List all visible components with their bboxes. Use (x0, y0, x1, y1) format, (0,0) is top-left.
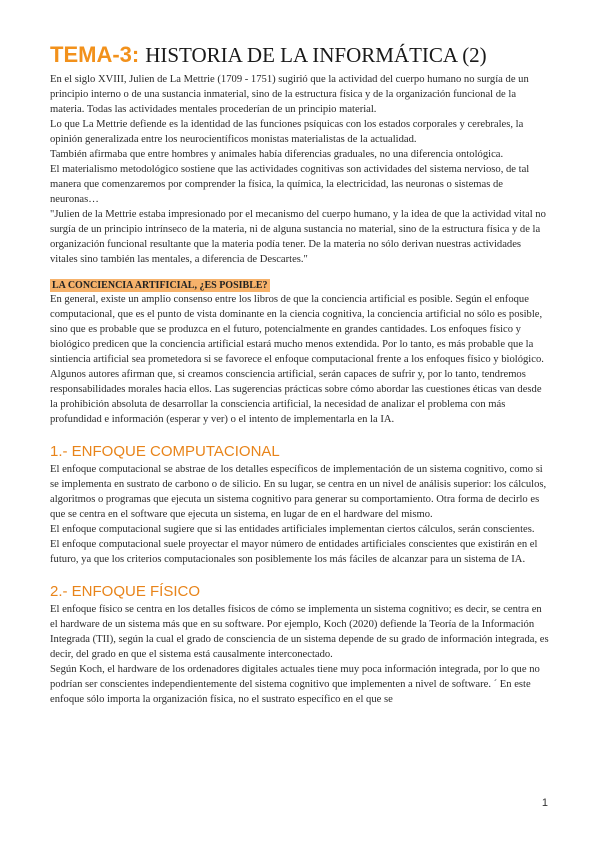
paragraph: El enfoque físico se centra en los detalles físicos de cómo se implementa un sistema cognitivo; es decir, se centra en el hardware de un sistema más que en su software. Por ejemplo, Koch (2020) defiende la Teoría de la Información Integrada (TII), según la cual el grado de consciencia de un sistema depende de su grado de información integrada, es decir, del grado en que el sistema está causalmente interconectado. (50, 604, 549, 660)
intro-section (50, 72, 550, 267)
computational-section (50, 443, 550, 567)
paragraph: El enfoque computacional se abstrae de los detalles específicos de implementación de un sistema cognitivo, como si se implementa en sustrato de carbono o de silicio. En su lugar, se centra en un nivel de análisis superior: los cálculos, algoritmos o programas que ejecuta un sistema cognitivo para generar su comportamiento. Otra forma de decirlo es que se centra en el software que ejecuta un sistema, en lugar de en el hardware del mismo. (50, 464, 547, 520)
consciousness-section (50, 267, 550, 427)
paragraph: Según Koch, el hardware de los ordenadores digitales actuales tiene muy poca información integrada, por lo que no podrían ser conscientes independientemente del sistema cognitivo que implementen a nivel de software. ´ En este enfoque sólo importa la organización física, no el sustrato específico en el que se (50, 664, 540, 705)
page-number: 1 (541, 797, 548, 809)
highlighted-heading: LA CONCIENCIA ARTIFICIAL, ¿ES POSIBLE? (52, 280, 268, 291)
section-heading: 2.- ENFOQUE FÍSICO (50, 583, 201, 600)
paragraph: El materialismo metodológico sostiene que las actividades cognitivas son actividades del sistema nervioso, de tal manera que comenzaremos por comprender la física, la química, la electricidad, las neuronas o sistemas de neuronas… (50, 164, 530, 205)
title-prefix: TEMA-3: (50, 42, 140, 67)
paragraph: En general, existe un amplio consenso entre los libros de que la conciencia artificial es posible. Según el enfoque computacional, que es el punto de vista dominante en la ciencia cognitiva, la conciencia artificial no sólo es posible, sino que es probable que se produzca en el futuro, potencialmente en grandes cantidades. Los enfoques físico y biológico predicen que la conciencia artificial estará mucho menos extendida. Por lo tanto, es más probable que la sintiencia artificial sea prometedora si se favorece el enfoque computacional frente a los enfoques físico y biológico. (50, 294, 544, 365)
quote-paragraph: "Julien de la Mettrie estaba impresionado por el mecanismo del cuerpo humano, y la idea de que la actividad vital no surgía de un principio intrínseco de la materia, ni de alguna sustancia no material, sino de la estructura física y de la organización funcional resultante que la materia podía tener. De la materia no sólo derivan nuestras actividades vitales sino también las mentales, a diferencia de Descartes." (50, 209, 546, 265)
paragraph: Lo que La Mettrie defiende es la identidad de las funciones psíquicas con los estados corporales y cerebrales, la opinión generalizada entre los neurocientíficos monistas materialistas de la actualidad. (50, 119, 524, 145)
paragraph: Algunos autores afirman que, si creamos consciencia artificial, serán capaces de sufrir y, por lo tanto, tendremos responsabilidades morales hacia ellos. Las sugerencias prácticas sobre cómo abordar las cuestiones éticas van desde la prohibición absoluta de desarrollar la consciencia artificial, la necesidad de analizar el problema con más profundidad e información (esperar y ver) o el intento de implementarla en la IA. (50, 369, 542, 425)
section-heading: 1.- ENFOQUE COMPUTACIONAL (50, 443, 280, 460)
paragraph: En el siglo XVIII, Julien de La Mettrie (1709 - 1751) sugirió que la actividad del cuerpo humano no surgía de un principio interno o de una sustancia inmaterial, sino de la estructura física y de la organización funcional de la materia. Todas las actividades mentales procederían de un principio material. (50, 74, 529, 115)
title-main: HISTORIA DE LA INFORMÁTICA (2) (145, 43, 487, 67)
physical-section (50, 583, 550, 707)
page-title (50, 42, 550, 68)
paragraph: El enfoque computacional suele proyectar el mayor número de entidades artificiales conscientes que existirán en el futuro, ya que los criterios computacionales son posiblemente los más fáciles de alcanzar para un sistema de IA. (50, 539, 538, 565)
paragraph: También afirmaba que entre hombres y animales había diferencias graduales, no una diferencia ontológica. (50, 149, 504, 160)
paragraph: El enfoque computacional sugiere que si las entidades artificiales implementan ciertos cálculos, serán conscientes. (50, 524, 535, 535)
